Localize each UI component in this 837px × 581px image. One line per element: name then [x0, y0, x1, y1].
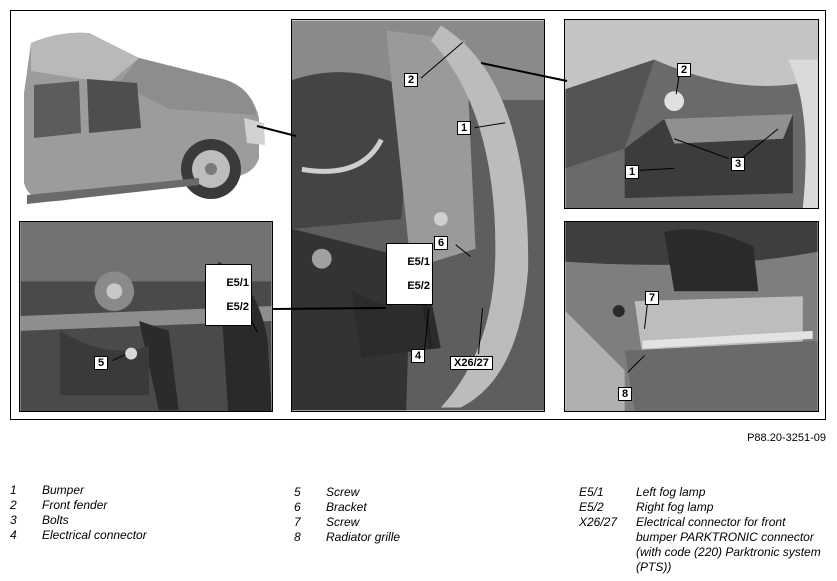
- legend-code: 8: [294, 530, 301, 544]
- callout-2: 2: [677, 63, 691, 77]
- legend-text: Bolts: [42, 513, 69, 527]
- callout-x26-27: X26/27: [450, 356, 493, 370]
- legend-code: E5/2: [579, 500, 604, 514]
- callout-4: 4: [411, 349, 425, 363]
- radiator-grille-photo: [565, 222, 818, 411]
- legend-text: Screw: [326, 485, 360, 499]
- callout-6: 6: [434, 236, 448, 250]
- callout-1: 1: [625, 165, 639, 179]
- callout-e5-1: E5/1: [407, 256, 430, 268]
- callout-e5-1-e5-2: [386, 243, 433, 305]
- vehicle-illustration: [19, 23, 281, 209]
- legend-col-3: [579, 485, 831, 577]
- legend-text: Front fender: [42, 498, 108, 512]
- legend-text: Electrical connector: [42, 528, 147, 542]
- legend-code: 2: [10, 498, 17, 512]
- fender-detail-panel: [291, 19, 545, 412]
- legend-text: Electrical connector for front bumper PARKTRONIC connector (with code (220) Parktronic system (PTS)): [636, 515, 821, 574]
- figure-reference: P88.20-3251-09: [747, 432, 826, 444]
- legend-text: Left fog lamp: [636, 485, 706, 499]
- legend-text: Right fog lamp: [636, 500, 714, 514]
- fog-lamp-panel: [19, 221, 273, 412]
- legend-text: Screw: [326, 515, 360, 529]
- legend-text: Radiator grille: [326, 530, 401, 544]
- callout-8: 8: [618, 387, 632, 401]
- legend-col-2: [294, 485, 554, 555]
- legend-col-1: [10, 483, 270, 553]
- legend-code: E5/1: [579, 485, 604, 499]
- callout-2: 2: [404, 73, 418, 87]
- legend-code: 6: [294, 500, 301, 514]
- legend-code: 1: [10, 483, 17, 497]
- legend-code: 4: [10, 528, 17, 542]
- callout-5: 5: [94, 356, 108, 370]
- legend-code: X26/27: [579, 515, 618, 529]
- callout-3: 3: [731, 157, 745, 171]
- callout-e5-1: E5/1: [226, 277, 249, 289]
- legend-text: Bumper: [42, 483, 85, 497]
- callout-1: 1: [457, 121, 471, 135]
- diagram-frame: [10, 10, 826, 420]
- radiator-grille-panel: [564, 221, 819, 412]
- fender-bolts-photo: [565, 20, 818, 208]
- legend-code: 5: [294, 485, 301, 499]
- legend-code: 3: [10, 513, 17, 527]
- vehicle-overview-panel: [19, 23, 281, 209]
- legend-text: Bracket: [326, 500, 367, 514]
- fender-bolts-panel: [564, 19, 819, 209]
- callout-e5-2: E5/2: [407, 280, 430, 292]
- legend-code: 7: [294, 515, 301, 529]
- callout-7: 7: [645, 291, 659, 305]
- callout-e5-2: E5/2: [226, 301, 249, 313]
- callout-e5-1-e5-2: [205, 264, 252, 326]
